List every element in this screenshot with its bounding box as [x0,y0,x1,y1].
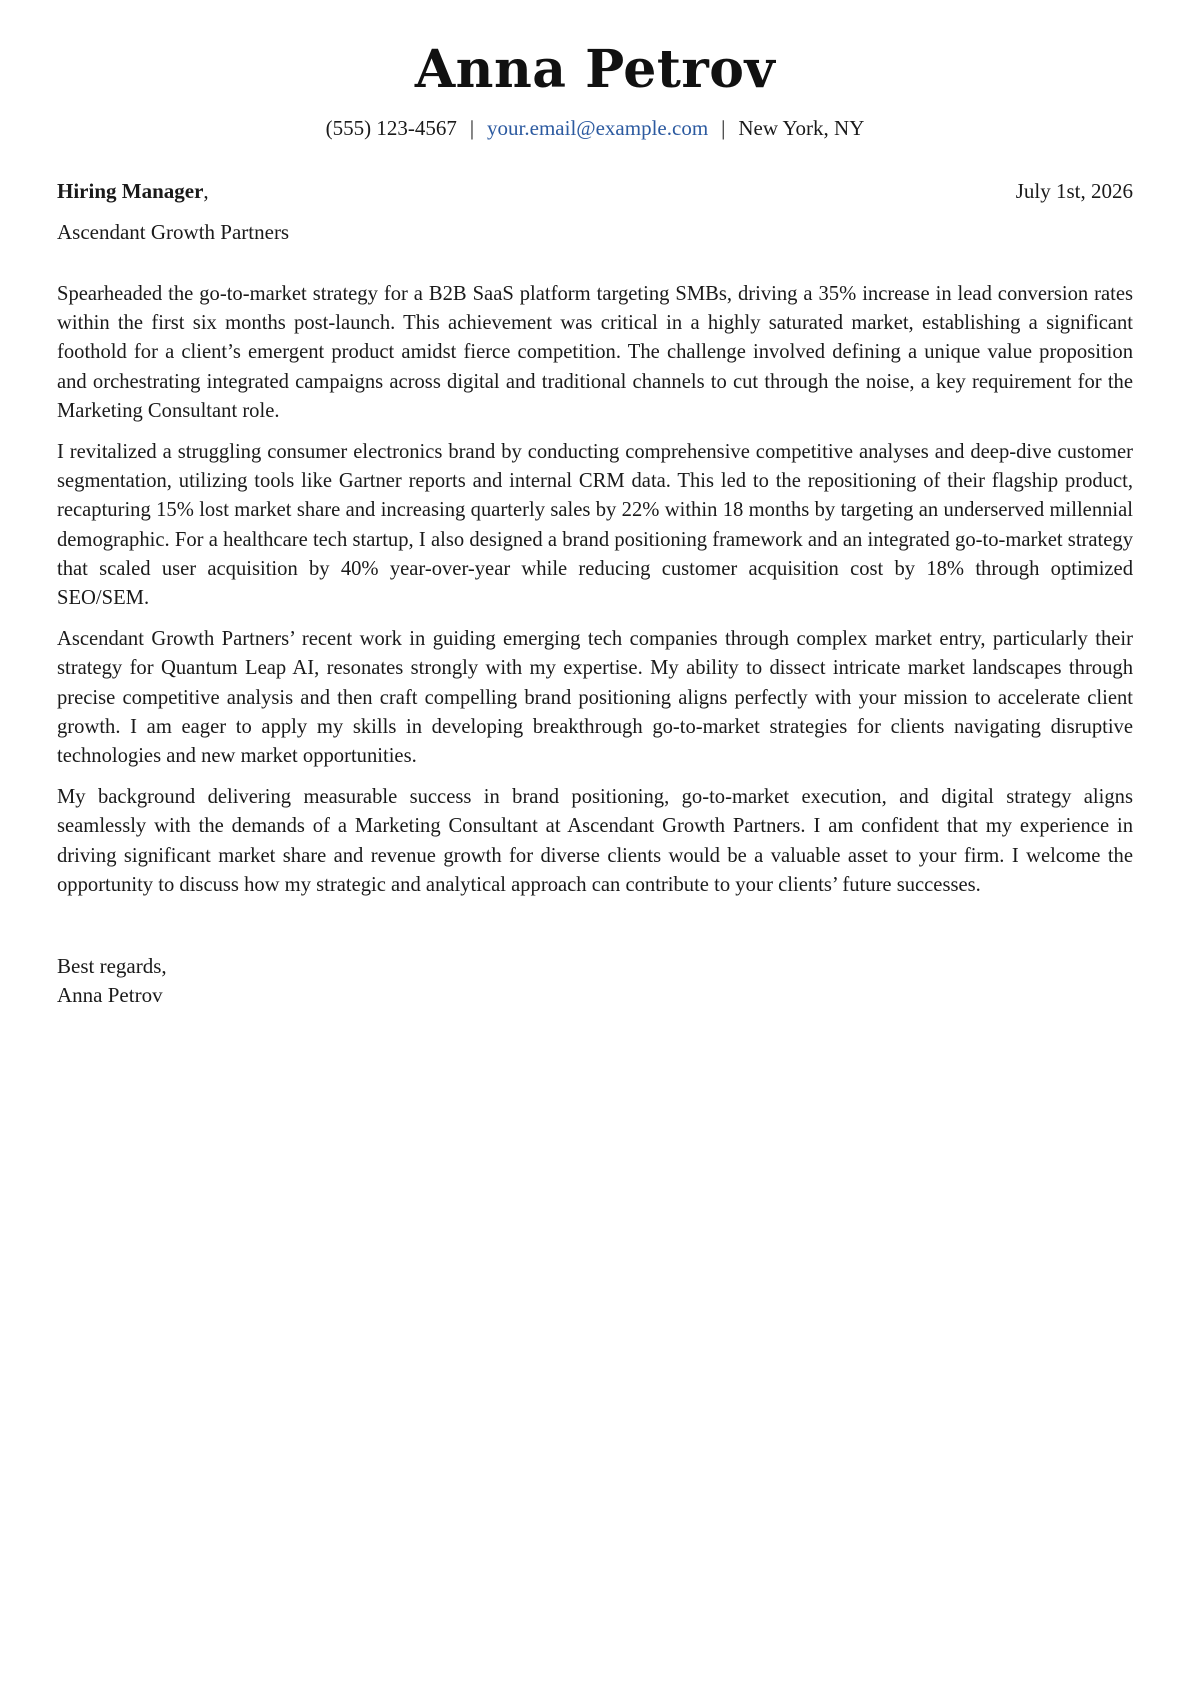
recipient-name: Hiring Manager [57,179,204,203]
recipient-company: Ascendant Growth Partners [57,220,290,244]
body-paragraph: Ascendant Growth Partners’ recent work in guiding emerging tech companies through complex market entry, particularly their strategy for Quantum Leap AI, resonates strongly with my expertise. My ability to dissect intricate market landscapes through precise competitive analysis and then craft compelling brand positioning aligns perfectly with your mission to accelerate client growth. I am eager to apply my skills in developing breakthrough go-to-market strategies for clients navigating disruptive technologies and new market opportunities. [57,628,1133,768]
body-paragraph: I revitalized a struggling consumer electronics brand by conducting comprehensive competitive analyses and deep-dive customer segmentation, utilizing tools like Gartner reports and internal CRM data. This led to the repositioning of their flagship product, recapturing 15% lost market share and increasing quarterly sales by 22% within 18 months by targeting an underserved millennial demographic. For a healthcare tech startup, I also designed a brand positioning framework and an integrated go-to-market strategy that scaled user acquisition by 40% year-over-year while reducing customer acquisition cost by 18% through optimized SEO/SEM. [57,441,1133,610]
location: New York, NY [738,116,865,140]
closing-signature: Anna Petrov [57,983,163,1007]
closing-salutation: Best regards, [57,954,167,978]
contact-separator: | [469,116,475,140]
email-link[interactable]: your.email@example.com [487,116,709,140]
letter-date: July 1st, 2026 [1015,179,1133,203]
recipient-line [57,177,209,205]
applicant-name: Anna Petrov [414,39,776,100]
closing-block [57,952,167,1010]
letter-body [57,280,1133,912]
contact-line [57,114,1133,142]
body-paragraph: Spearheaded the go-to-market strategy for a B2B SaaS platform targeting SMBs, driving a 35% increase in lead conversion rates within the first six months post-launch. This achievement was critical in a highly saturated market, establishing a significant foothold for a client’s emergent product amidst fierce competition. The challenge involved defining a unique value proposition and orchestrating integrated campaigns across digital and traditional channels to cut through the noise, a key requirement for the Marketing Consultant role. [57,283,1133,422]
recipient-suffix: , [203,179,209,203]
body-paragraph: My background delivering measurable success in brand positioning, go-to-market execution, and digital strategy aligns seamlessly with the demands of a Marketing Consultant at Ascendant Growth Partners. I am confident that my experience in driving significant market share and revenue growth for diverse clients would be a valuable asset to your firm. I welcome the opportunity to discuss how my strategic and analytical approach can contribute to your clients’ future successes. [57,786,1133,896]
contact-separator: | [721,116,726,140]
phone-number: (555) 123-4567 [325,116,457,140]
